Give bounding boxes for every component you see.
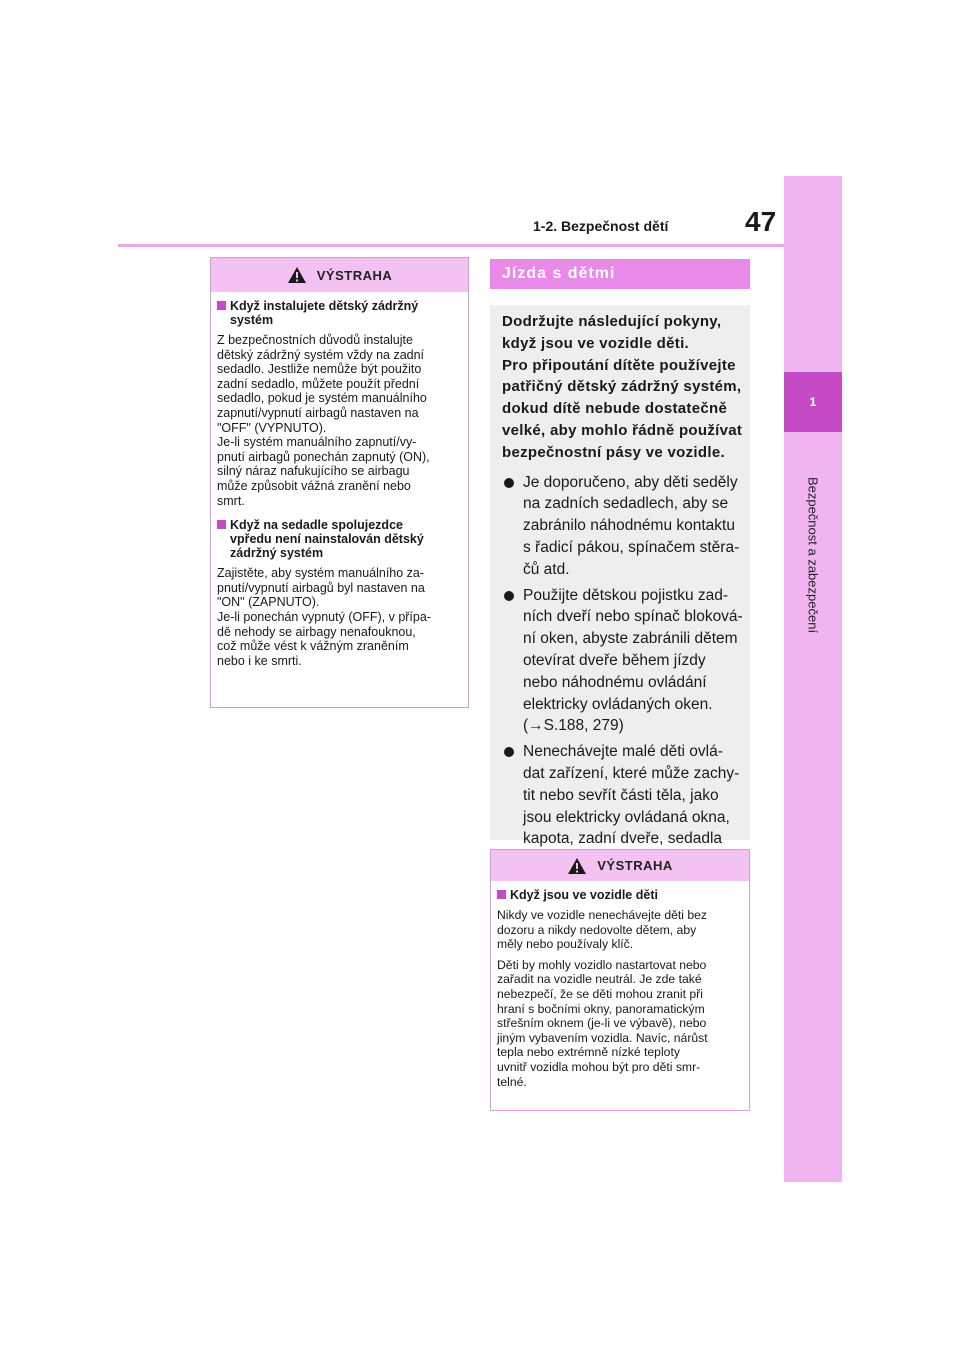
warning-triangle-icon <box>567 857 587 875</box>
warning-title: VÝSTRAHA <box>316 267 393 283</box>
list-item-text: Použijte dětskou pojistku zad- ních dveří nebo spínač bloková- ní oken, abyste zabránili dětem otevírat dveře během jízdy nebo náhodnému ovládání elektricky ovládaných oken. (→S.188, 279) <box>523 586 743 735</box>
square-bullet-icon <box>497 890 506 899</box>
warning-subheading-text: Když jsou ve vozidle děti <box>510 888 658 902</box>
warning-header <box>491 850 749 881</box>
list-item <box>502 585 744 738</box>
warning-triangle-icon <box>287 266 307 284</box>
bullet-dot-icon <box>504 478 514 488</box>
warning-paragraph: Děti by mohly vozidlo nastartovat nebo zařadit na vozidle neutrál. Je zde také nebezpečí, že se děti mohou zranit při hraní s bočními okny, panoramatickým střešním oknem (je-li ve výbavě), nebo jiným vybavením vozidla. Navíc, nárůst tepla nebo extrémně nízké teploty uvnitř vozidla mohou být pro děti smr- telné. <box>497 957 708 1089</box>
warning-paragraph: Nikdy ve vozidle nenechávejte děti bez dozoru a nikdy nedovolte dětem, aby měly nebo používaly klíč. <box>497 908 708 952</box>
section-header-title: 1-2. Bezpečnost dětí <box>533 218 669 234</box>
list-item-text: Nenechávejte malé děti ovlá- dat zařízení, které může zachy- tit nebo sevřít části těla, jako jsou elektricky ovládaná okna, kapota, zadní dveře, sedadla <box>523 743 740 848</box>
warning-subheading-text: Když na sedadle spolujezdce vpředu není nainstalován dětský zádržný systém <box>230 518 424 561</box>
warning-paragraph: Z bezpečnostních důvodů instalujte dětský zádržný systém vždy na zadní sedadlo. Jestliže nemůže být použito zadní sedadlo, můžete použít přední sedadlo, pokud je systém manuálního zapnutí/vypnutí airbagů nastaven na "OFF" (VYPNUTO). Je-li systém manuálního zapnutí/vy- pnutí airbagů ponechán zapnutý (ON), silný náraz nafukujícího se airbagu může způsobit vážná zranění nebo smrt. <box>217 333 430 508</box>
warning-box-children-in-vehicle <box>490 849 750 1111</box>
warning-paragraph: Zajistěte, aby systém manuálního za- pnutí/vypnutí airbagů byl nastaven na "ON" (ZAPNUTO). Je-li ponechán vypnutý (OFF), v přípa- dě nehody se airbagy nenafouknou, což může vést k vážným zraněním nebo i ke smrti. <box>217 566 431 668</box>
square-bullet-icon <box>217 520 226 529</box>
warning-subheading <box>217 299 461 327</box>
warning-title: VÝSTRAHA <box>597 858 673 873</box>
warning-subheading-text: Když instalujete dětský zádržný systém <box>230 299 419 327</box>
list-item-text: Je doporučeno, aby děti seděly na zadních sedadlech, aby se zabránilo náhodnému kontaktu s řadicí pákou, spínačem stěra- čů atd. <box>523 473 740 578</box>
page-number: 47 <box>745 206 777 237</box>
instructions-intro: Dodržujte následující pokyny, když jsou ve vozidle děti. Pro připoutání dítěte používejte patřičný dětský zádržný systém, dokud dítě nebude dostatečně velké, aby mohlo řádně používat bezpečnostní pásy ve vozidle. <box>502 313 743 461</box>
warning-box-child-restraint <box>210 257 469 708</box>
chapter-tab-number[interactable]: 1 <box>784 372 842 432</box>
warning-subheading <box>217 518 461 560</box>
bullet-dot-icon <box>504 747 514 757</box>
chapter-side-strip <box>784 176 842 1182</box>
warning-subheading <box>497 888 742 902</box>
section-title-bar: Jízda s dětmi <box>490 259 750 289</box>
bullet-dot-icon <box>504 591 514 601</box>
list-item <box>502 472 744 581</box>
chapter-tab-label: Bezpečnost a zabezpečení <box>805 476 821 634</box>
warning-header <box>211 258 468 292</box>
square-bullet-icon <box>217 301 226 310</box>
instructions-box <box>490 305 750 848</box>
header-divider <box>118 244 784 247</box>
